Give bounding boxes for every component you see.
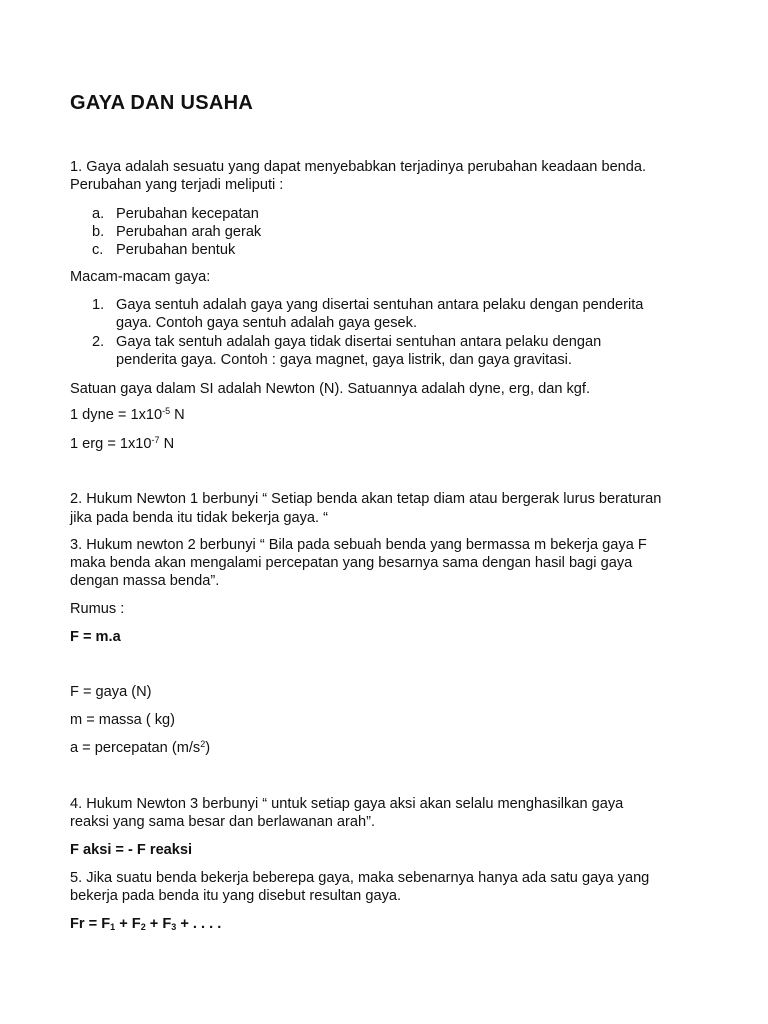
definition-a: a = percepatan $(m/s^2)$ <box>70 739 211 756</box>
list-text-line-1: Gaya sentuh adalah gaya yang disertai sentuhan antara pelaku dengan penderita <box>116 297 644 313</box>
paragraph-5-line-1: 5. Jika suatu benda bekerja beberepa gaya, maka sebenarnya hanya ada satu gaya yang <box>70 870 650 886</box>
paragraph-2-line-2: jika pada benda itu tidak bekerja gaya. “ <box>70 510 328 526</box>
dyne-conversion: 1 dyne = $1x10^{-5}$ N <box>70 406 185 423</box>
macam-heading: Macam-macam gaya: <box>70 269 211 285</box>
list-marker: c. <box>92 242 104 258</box>
definition-f: F = gaya (N) <box>70 684 152 700</box>
paragraph-4-line-1: 4. Hukum Newton 3 berbunyi “ untuk setiap gaya aksi akan selalu menghasilkan gaya <box>70 796 624 812</box>
paragraph-1-line-1: 1. Gaya adalah sesuatu yang dapat menyebabkan terjadinya perubahan keadaan benda. <box>70 159 647 175</box>
paragraph-5-line-2: bekerja pada benda itu yang disebut resultan gaya. <box>70 888 402 904</box>
list-text: Perubahan bentuk <box>116 242 236 258</box>
rumus-label: Rumus : <box>70 601 125 617</box>
list-marker: 1. <box>92 297 105 313</box>
paragraph-3-line-1: 3. Hukum newton 2 berbunyi “ Bila pada sebuah benda yang bermassa m bekerja gaya F <box>70 537 647 553</box>
list-text-line-1: Gaya tak sentuh adalah gaya tidak disertai sentuhan antara pelaku dengan <box>116 334 602 350</box>
list-marker: b. <box>92 224 105 240</box>
satuan-gaya: Satuan gaya dalam SI adalah Newton (N). Satuannya adalah dyne, erg, dan kgf. <box>70 381 591 397</box>
paragraph-1-line-2: Perubahan yang terjadi meliputi : <box>70 177 284 193</box>
list-marker: a. <box>92 206 105 222</box>
paragraph-3-line-3: dengan massa benda”. <box>70 573 220 589</box>
list-text: Perubahan arah gerak <box>116 224 262 240</box>
paragraph-4-line-2: reaksi yang sama besar dan berlawanan arah”. <box>70 814 376 830</box>
list-text-line-2: gaya. Contoh gaya sentuh adalah gaya gesek. <box>116 315 418 331</box>
list-text-line-2: penderita gaya. Contoh : gaya magnet, gaya listrik, dan gaya gravitasi. <box>116 352 572 368</box>
list-text: Perubahan kecepatan <box>116 206 259 222</box>
erg-conversion: 1 erg = $1x10^{-7}$ N <box>70 435 175 452</box>
document-title: GAYA DAN USAHA <box>70 92 254 114</box>
formula-newton-2: F = m.a <box>70 629 121 645</box>
paragraph-3-line-2: maka benda akan mengalami percepatan yang besarnya sama dengan hasil bagi gaya <box>70 555 633 571</box>
definition-m: m = massa ( kg) <box>70 712 176 728</box>
paragraph-2-line-1: 2. Hukum Newton 1 berbunyi “ Setiap benda akan tetap diam atau bergerak lurus beraturan <box>70 491 662 507</box>
list-marker: 2. <box>92 334 105 350</box>
formula-resultan: $Fr = F_1 + F_2 + F_3$ + . . . . <box>70 916 222 932</box>
formula-newton-3: F aksi = - F reaksi <box>70 842 193 858</box>
